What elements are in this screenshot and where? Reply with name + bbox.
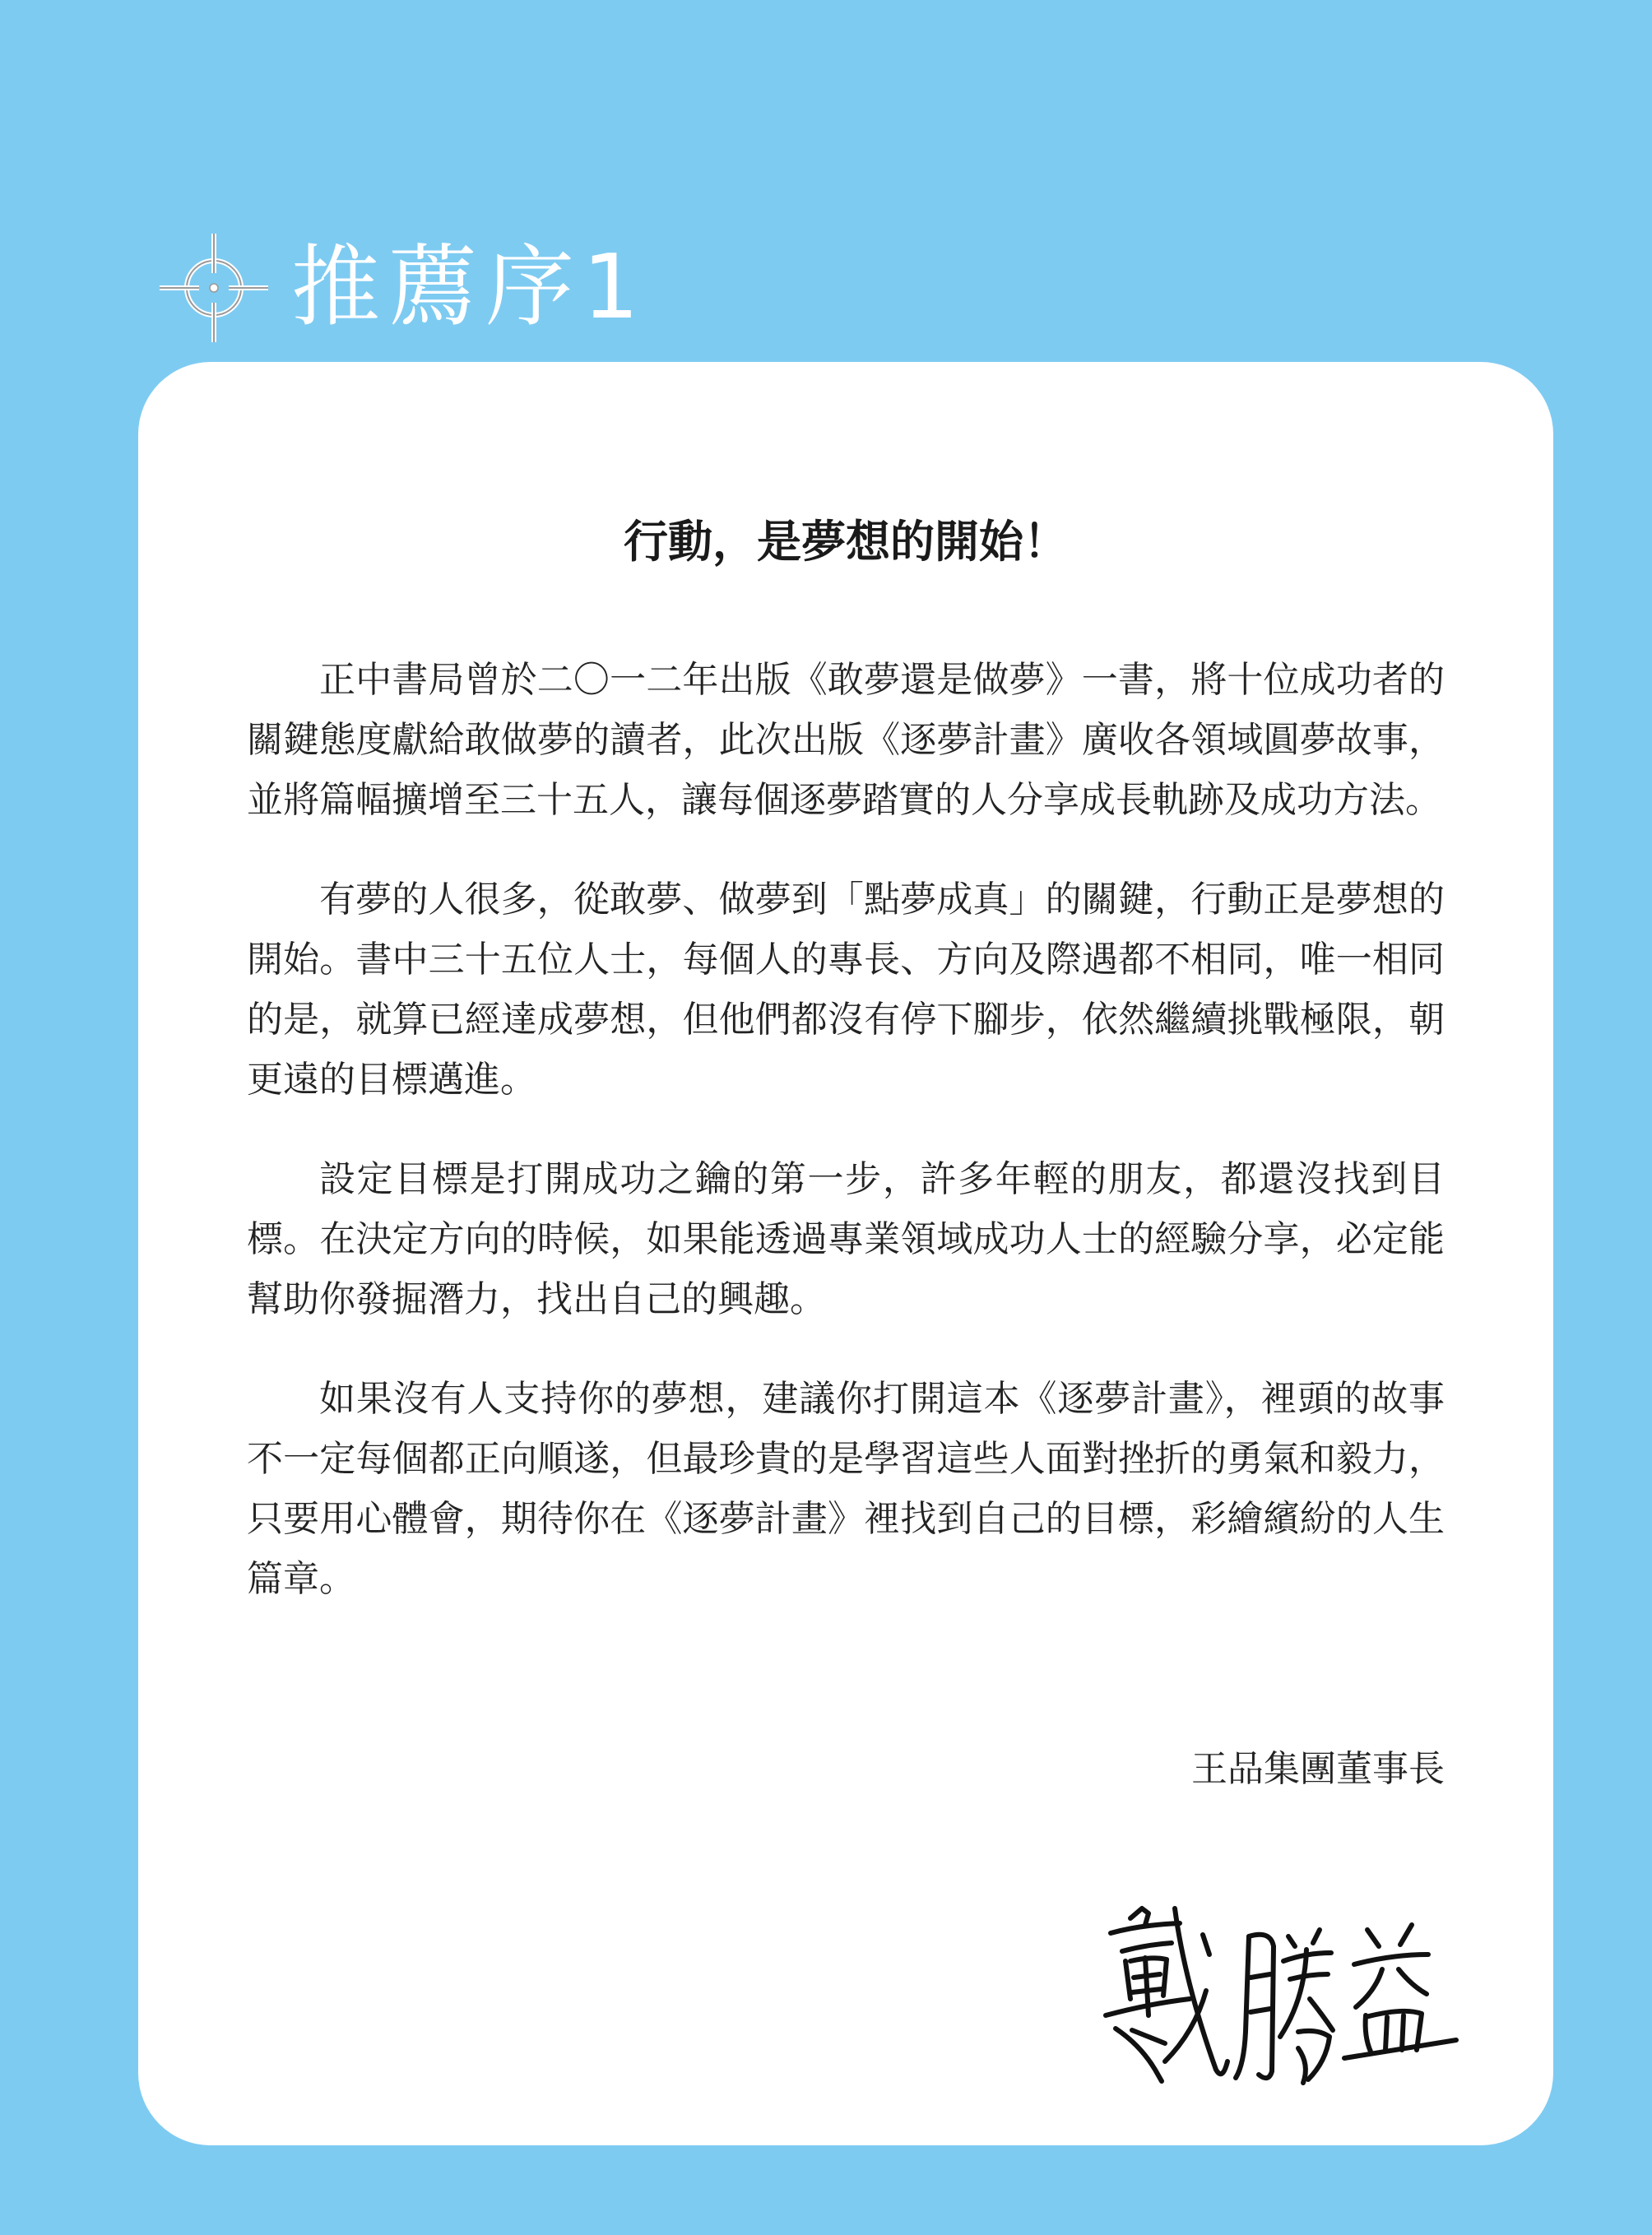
signature-title: 王品集團董事長 bbox=[1191, 1748, 1445, 1790]
paragraph-4: 如果沒有人支持你的夢想，建議你打開這本《逐夢計畫》，裡頭的故事不一定每個都正向順遂，但最珍貴的是學習這些人面對挫折的勇氣和毅力，只要用心體會，期待你在《逐夢計畫》裡找到自己的目標，彩繪繽紛的人生篇章。 bbox=[247, 1378, 1445, 1600]
content-card bbox=[138, 362, 1553, 2145]
paragraph-1: 正中書局曾於二〇一二年出版《敢夢還是做夢》一書，將十位成功者的關鍵態度獻給敢做夢的讀者，此次出版《逐夢計畫》廣收各領域圓夢故事，並將篇幅擴增至三十五人，讓每個逐夢踏實的人分享成長軌跡及成功方法。 bbox=[247, 659, 1445, 821]
paragraph-3: 設定目標是打開成功之鑰的第一步，許多年輕的朋友，都還沒找到目標。在決定方向的時候，如果能透過專業領域成功人士的經驗分享，必定能幫助你發掘潛力，找出自己的興趣。 bbox=[247, 1158, 1445, 1320]
crosshair-target-icon bbox=[156, 230, 271, 345]
handwritten-signature bbox=[1083, 1876, 1478, 2098]
paragraph-2: 有夢的人很多，從敢夢、做夢到「點夢成真」的關鍵，行動正是夢想的開始。書中三十五位人士，每個人的專長、方向及際遇都不相同，唯一相同的是，就算已經達成夢想，但他們都沒有停下腳步，依然繼續挑戰極限，朝更遠的目標邁進。 bbox=[247, 879, 1445, 1101]
article-title: 行動，是夢想的開始！ bbox=[624, 515, 1068, 568]
section-header bbox=[156, 222, 647, 354]
section-title: 推薦序1 bbox=[291, 236, 647, 339]
article-body bbox=[247, 650, 1445, 1648]
